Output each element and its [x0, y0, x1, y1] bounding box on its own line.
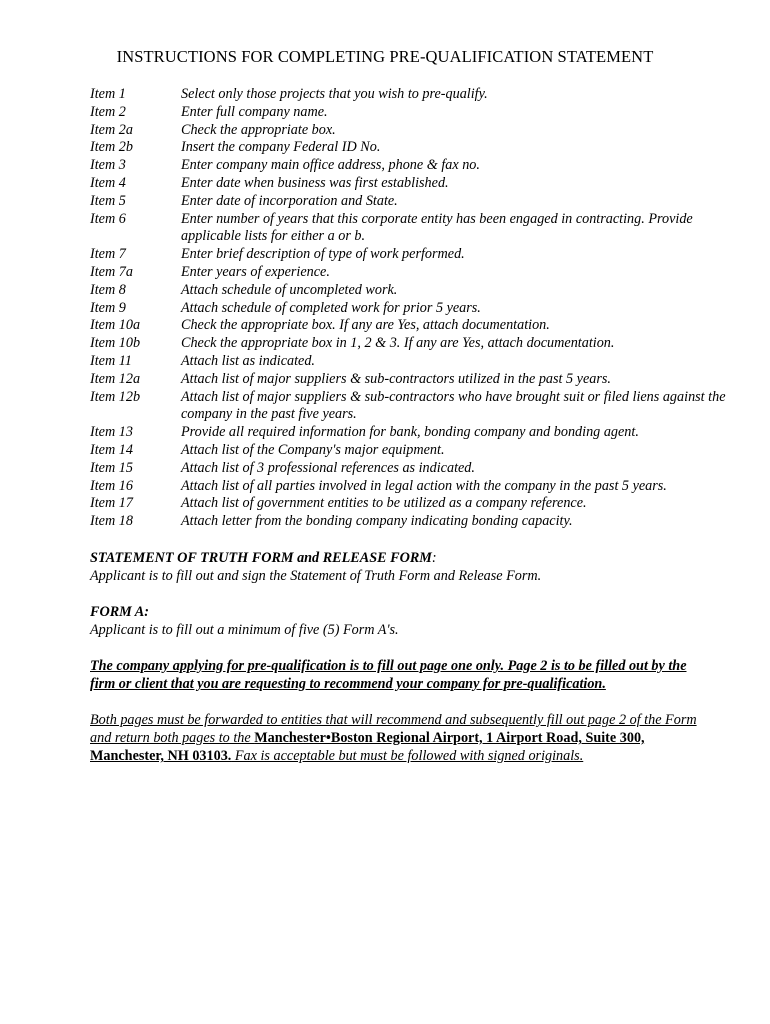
truth-heading: STATEMENT OF TRUTH FORM and RELEASE FORM	[90, 550, 432, 566]
page-title: INSTRUCTIONS FOR COMPLETING PRE-QUALIFICATION STATEMENT	[116, 47, 654, 66]
list-item	[90, 86, 730, 104]
list-item	[90, 157, 730, 175]
list-item	[90, 495, 730, 513]
item-text: Enter number of years that this corporate entity has been engaged in contracting. Provide applicable lists for either a or b.	[181, 210, 693, 245]
truth-colon: :	[431, 550, 437, 566]
list-item	[90, 104, 730, 122]
list-item	[90, 442, 730, 460]
list-item	[90, 389, 730, 425]
item-label: Item 2	[90, 103, 126, 120]
item-label: Item 12b	[90, 388, 141, 405]
forward-note	[90, 711, 715, 765]
item-text: Check the appropriate box in 1, 2 & 3. If any are Yes, attach documentation.	[181, 335, 615, 352]
list-item	[90, 264, 730, 282]
item-label: Item 4	[90, 174, 126, 191]
item-label: Item 1	[90, 86, 126, 102]
list-item	[90, 193, 730, 211]
item-text: Attach list of all parties involved in legal action with the company in the past 5 years.	[181, 477, 667, 494]
company-note: The company applying for pre-qualification is to fill out page one only. Page 2 is to be filled out by the firm or client that you are requesting to recommend your company for pre-qualification.	[90, 658, 687, 692]
item-label: Item 14	[90, 441, 133, 458]
list-item	[90, 211, 730, 247]
item-label: Item 11	[90, 352, 132, 369]
list-item	[90, 300, 730, 318]
item-text: Provide all required information for bank, bonding company and bonding agent.	[181, 424, 639, 441]
item-text: Attach schedule of uncompleted work.	[181, 281, 398, 298]
truth-text: Applicant is to fill out and sign the Statement of Truth Form and Release Form.	[90, 568, 542, 584]
list-item	[90, 424, 730, 442]
item-text: Enter brief description of type of work performed.	[181, 246, 465, 263]
item-label: Item 6	[90, 210, 126, 227]
item-text: Attach list of government entities to be utilized as a company reference.	[181, 495, 587, 512]
item-text: Enter full company name.	[181, 103, 328, 120]
list-item	[90, 460, 730, 478]
item-text: Insert the company Federal ID No.	[181, 139, 381, 156]
instruction-list	[90, 86, 730, 531]
item-label: Item 15	[90, 459, 133, 476]
list-item	[90, 317, 730, 335]
forward-tail: Fax is acceptable but must be followed with signed originals.	[231, 748, 584, 764]
item-text: Enter company main office address, phone & fax no.	[181, 157, 480, 174]
item-label: Item 3	[90, 157, 126, 174]
list-item	[90, 478, 730, 496]
list-item	[90, 122, 730, 140]
item-text: Enter date when business was first established.	[181, 174, 449, 191]
item-label: Item 10b	[90, 335, 141, 352]
item-label: Item 13	[90, 424, 133, 441]
list-item	[90, 175, 730, 193]
item-text: Attach schedule of completed work for prior 5 years.	[181, 299, 481, 316]
item-label: Item 2b	[90, 139, 133, 156]
item-text: Enter years of experience.	[181, 263, 330, 280]
item-text: Check the appropriate box.	[181, 121, 336, 138]
item-label: Item 7	[90, 246, 126, 263]
list-item	[90, 246, 730, 264]
item-label: Item 2a	[90, 121, 133, 138]
form-a-text: Applicant is to fill out a minimum of five (5) Form A's.	[90, 622, 399, 638]
list-item	[90, 282, 730, 300]
item-label: Item 8	[90, 281, 126, 298]
truth-section	[90, 549, 720, 585]
item-label: Item 5	[90, 192, 126, 209]
form-a-section	[90, 603, 720, 639]
item-text: Select only those projects that you wish to pre-qualify.	[181, 86, 488, 102]
item-label: Item 16	[90, 477, 133, 494]
list-item	[90, 139, 730, 157]
form-a-heading: FORM A:	[90, 604, 149, 620]
item-text: Attach letter from the bonding company indicating bonding capacity.	[181, 513, 573, 530]
item-text: Attach list of 3 professional references as indicated.	[181, 459, 475, 476]
item-label: Item 17	[90, 495, 133, 512]
forward-address: Manchester•Boston Regional Airport, 1 Airport Road, Suite 300, Manchester, NH 03103.	[90, 730, 645, 764]
item-text: Attach list as indicated.	[181, 352, 315, 369]
item-text: Check the appropriate box. If any are Yes, attach documentation.	[181, 317, 550, 334]
item-text: Attach list of major suppliers & sub-contractors utilized in the past 5 years.	[181, 370, 611, 387]
list-item	[90, 335, 730, 353]
item-text: Attach list of major suppliers & sub-contractors who have brought suit or filed liens against the company in the past five years.	[181, 388, 726, 423]
list-item	[90, 513, 730, 531]
item-text: Attach list of the Company's major equipment.	[181, 441, 445, 458]
item-label: Item 12a	[90, 370, 141, 387]
item-label: Item 7a	[90, 263, 133, 280]
item-label: Item 18	[90, 513, 133, 530]
list-item	[90, 371, 730, 389]
list-item	[90, 353, 730, 371]
item-label: Item 9	[90, 299, 126, 316]
item-text: Enter date of incorporation and State.	[181, 192, 398, 209]
forward-lead: Both pages must be forwarded to entities that will recommend and subsequently fill out page 2 of the Form and return both pages to the	[90, 712, 697, 746]
item-label: Item 10a	[90, 317, 141, 334]
